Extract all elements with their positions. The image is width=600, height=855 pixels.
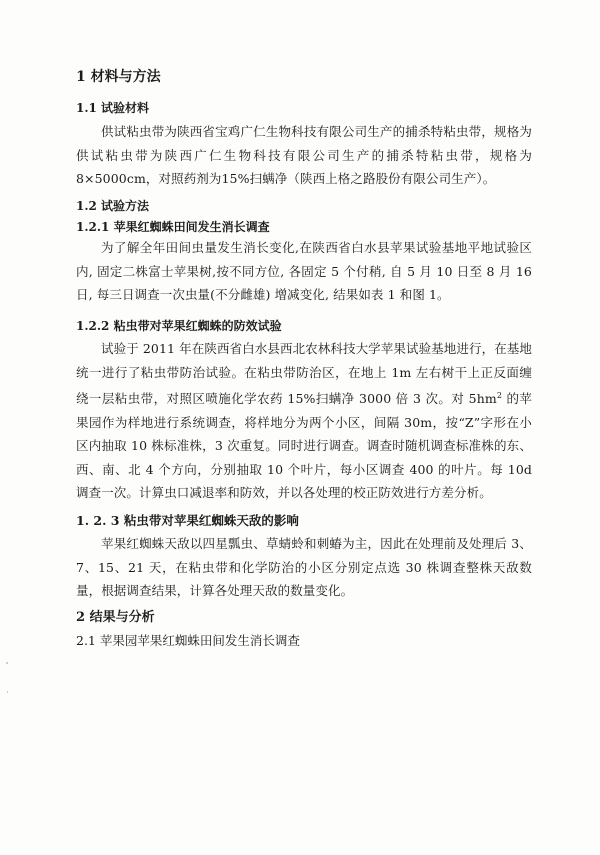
subsection-1-2-2-text [76, 337, 532, 505]
scan-speck [7, 691, 8, 693]
natural-enemy-paragraph: 苹果红蜘蛛天敌以四星瓢虫、草蜻蛉和刺蝽为主，因此在处理前及处理后 3、7、15、21 天，在粘虫带和化学防治的小区分别定点选 30 株调查整株天敌数量，根据调查结果，计算各处理天敌的数量变化。 [76, 536, 532, 598]
scan-speck [6, 662, 8, 664]
section-2-heading: 2 结果与分析 [76, 610, 155, 625]
subsection-1-2-3-text [76, 532, 532, 603]
control-trial-text-b: 的苹果园作为样地进行系统调查，将样地分为两个小区，间隔 30m，按“Z”字形在小区内抽取 10 株标准株，3 次重复。同时进行调查。调查时随机调查标准株的东、西、南、北 4 个方向，分别抽取 10 个叶片，每小区调查 400 的叶片。每 10d 调查一次。计算虫口减退率和防效，并以各处理的校正防效进行方差分析。 [76, 391, 532, 501]
section-1-heading: 1 材料与方法 [76, 69, 161, 85]
area-unit-superscript: 2 [496, 391, 503, 400]
subsection-1-2-1-heading: 1.2.1 苹果红蜘蛛田间发生消长调查 [76, 220, 270, 234]
subsection-1-2-2-heading: 1.2.2 粘虫带对苹果红蜘蛛的防效试验 [76, 319, 282, 333]
subsection-2-1-heading: 2.1 苹果园苹果红蜘蛛田间发生消长调查 [76, 633, 300, 648]
control-trial-paragraph [76, 337, 532, 505]
field-survey-paragraph: 为了解全年田间虫量发生消长变化,在陕西省白水县苹果试验基地平地试验区内, 固定二株富士苹果树,按不同方位, 各固定 5 个付稍, 自 5 月 10 日至 8 月 16 日, 每三日调查一次虫量(不分雌雄) 增减变化, 结果如表 1 和图 1。 [76, 240, 532, 302]
subsection-1-1-heading: 1.1 试验材料 [76, 101, 150, 115]
subsection-1-2-heading: 1.2 试验方法 [76, 199, 150, 213]
subsection-1-2-1-text [76, 236, 532, 307]
materials-paragraph: 供试粘虫带为陕西省宝鸡广仁生物科技有限公司生产的捕杀特粘虫带，规格为供试粘虫带为陕西广仁生物科技有限公司生产的捕杀特粘虫带，规格为8×5000cm，对照药剂为15%扫螨净（陕西上格之路股份有限公司生产）。 [76, 124, 532, 186]
subsection-1-2-3-heading: 1. 2. 3 粘虫带对苹果红蜘蛛天敌的影响 [76, 513, 299, 528]
subsection-1-1-text [76, 120, 532, 191]
control-trial-text-a: 试验于 2011 年在陕西省白水县西北农林科技大学苹果试验基地进行，在基地统一进行了粘虫带防治试验。在粘虫带防治区，在地上 1m 左右树干上正反面缠绕一层粘虫带，对照区喷施化学农药 15%扫螨净 3000 倍 3 次。对 5hm [76, 341, 532, 407]
